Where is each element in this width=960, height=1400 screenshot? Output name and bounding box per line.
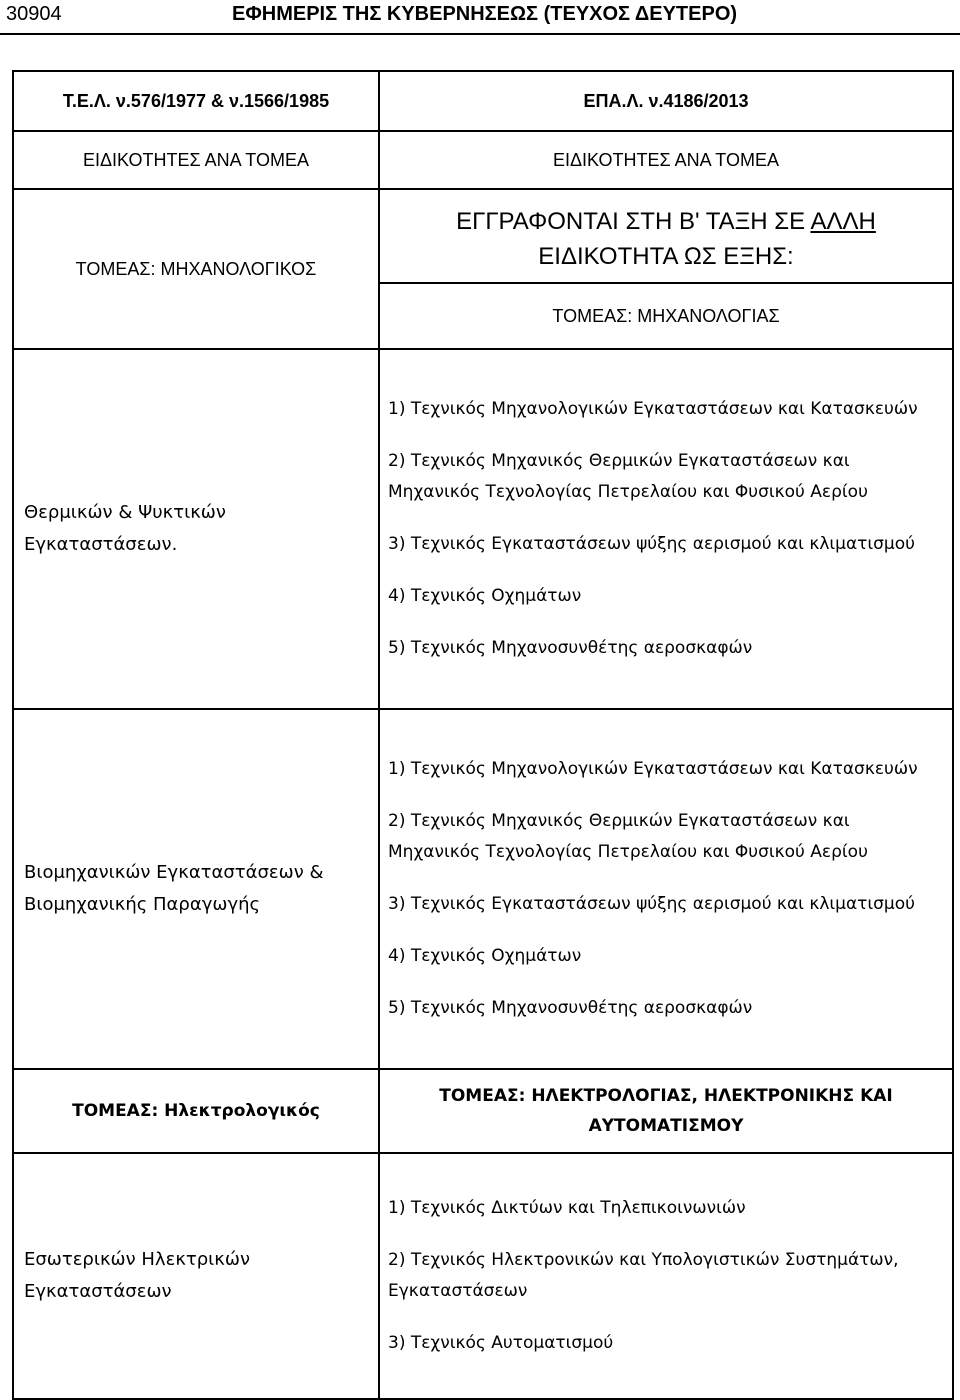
category-thermal: Θερμικών & Ψυκτικών Εγκαταστάσεων. [13,349,379,709]
right-sector-electrical: ΤΟΜΕΑΣ: ΗΛΕΚΤΡΟΛΟΓΙΑΣ, ΗΛΕΚΤΡΟΝΙΚΗΣ ΚΑΙ ΑΥΤΟΜΑΤΙΣΜΟΥ [379,1069,953,1153]
list-item: 1) Τεχνικός Δικτύων και Τηλεπικοινωνιών [388,1198,746,1218]
left-law-cell: Τ.Ε.Λ. ν.576/1977 & ν.1566/1985 [13,71,379,131]
specialties-table [12,70,954,1400]
group-row-3 [13,1153,953,1399]
specialties-heading-row [13,131,953,189]
group-row-1 [13,349,953,709]
list-item: 3) Τεχνικός Αυτοματισμού [388,1333,614,1353]
list-item: 2) Τεχνικός Ηλεκτρονικών και Υπολογιστικών Συστημάτων, Εγκαταστάσεων [388,1250,899,1301]
page-header [0,0,960,34]
gazette-title: ΕΦΗΜΕΡΙΣ ΤΗΣ ΚΥΒΕΡΝΗΣΕΩΣ (ΤΕΥΧΟΣ ΔΕΥΤΕΡΟ) [232,3,738,25]
header-rule [0,33,960,35]
left-specialties-heading: ΕΙΔΙΚΟΤΗΤΕΣ ΑΝΑ ΤΟΜΕΑ [13,131,379,189]
group-row-2 [13,709,953,1069]
specialties-list-3 [379,1153,953,1399]
list-item: 5) Τεχνικός Μηχανοσυνθέτης αεροσκαφών [388,998,753,1018]
list-item: 3) Τεχνικός Εγκαταστάσεων ψύξης αερισμού και κλιματισμού [388,534,915,554]
enrollment-line-2: ΕΙΔΙΚΟΤΗΤΑ ΩΣ ΕΞΗΣ: [538,243,794,270]
list-item: 4) Τεχνικός Οχημάτων [388,946,582,966]
category-industrial: Βιομηχανικών Εγκαταστάσεων & Βιομηχανικής Παραγωγής [13,709,379,1069]
page-number: 30904 [6,3,62,25]
law-row [13,71,953,131]
specialties-list-1 [379,349,953,709]
right-sector-mechanical: ΤΟΜΕΑΣ: ΜΗΧΑΝΟΛΟΓΙΑΣ [379,283,953,349]
category-electrical-installations: Εσωτερικών Ηλεκτρικών Εγκαταστάσεων [13,1153,379,1399]
list-item: 4) Τεχνικός Οχημάτων [388,586,582,606]
right-law-cell: ΕΠΑ.Λ. ν.4186/2013 [379,71,953,131]
list-item: 1) Τεχνικός Μηχανολογικών Εγκαταστάσεων και Κατασκευών [388,759,918,779]
list-item: 3) Τεχνικός Εγκαταστάσεων ψύξης αερισμού και κλιματισμού [388,894,915,914]
specialties-list-2 [379,709,953,1069]
right-specialties-heading: ΕΙΔΙΚΟΤΗΤΕΣ ΑΝΑ ΤΟΜΕΑ [379,131,953,189]
enrollment-line-1a: ΕΓΓΡΑΦΟΝΤΑΙ ΣΤΗ Β' ΤΑΞΗ ΣΕ [456,208,811,235]
left-sector-mechanical: ΤΟΜΕΑΣ: ΜΗΧΑΝΟΛΟΓΙΚΟΣ [13,189,379,349]
enrollment-line-1b: ΑΛΛΗ [810,208,876,235]
list-item: 5) Τεχνικός Μηχανοσυνθέτης αεροσκαφών [388,638,753,658]
sector-row-2 [13,1069,953,1153]
list-item: 2) Τεχνικός Μηχανικός Θερμικών Εγκαταστάσεων και Μηχανικός Τεχνολογίας Πετρελαίου και Φυσικού Αερίου [388,451,868,502]
enrollment-heading [379,189,953,283]
list-item: 1) Τεχνικός Μηχανολογικών Εγκαταστάσεων και Κατασκευών [388,399,918,419]
left-sector-electrical: ΤΟΜΕΑΣ: Ηλεκτρολογικός [13,1069,379,1153]
list-item: 2) Τεχνικός Μηχανικός Θερμικών Εγκαταστάσεων και Μηχανικός Τεχνολογίας Πετρελαίου και Φυσικού Αερίου [388,811,868,862]
